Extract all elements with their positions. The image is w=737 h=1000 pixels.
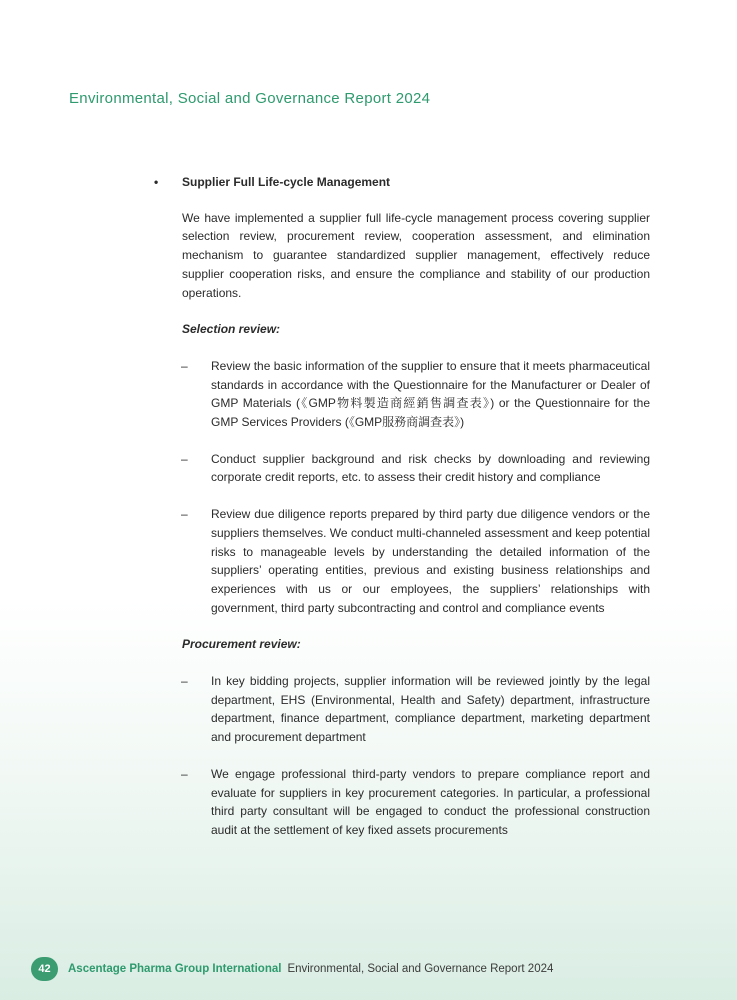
page-number-badge: 42 <box>31 957 58 981</box>
dash-icon: – <box>181 358 188 373</box>
list-item <box>150 765 650 840</box>
footer-company-name: Ascentage Pharma Group International <box>68 963 282 975</box>
section-intro: We have implemented a supplier full life-cycle management process covering supplier selection review, procurement review, cooperation assessment, and elimination mechanism to guarantee standardized supplier management, effectively reduce supplier cooperation risks, and ensure the compliance and stability of our production operations. <box>182 210 650 300</box>
list-item-text: Review due diligence reports prepared by third party due diligence vendors or the suppliers themselves. We conduct multi-channeled assessment and keep potential risks to manageable levels by understanding the detailed information of the suppliers’ operating entities, previous and existing business relationships and experiences with us or our employees, the suppliers’ relationships with government, third party subcontracting and control and compliance events <box>211 507 650 615</box>
page-header-title: Environmental, Social and Governance Report 2024 <box>69 90 431 107</box>
list-item <box>150 672 650 747</box>
page-footer <box>31 957 553 981</box>
selection-review-heading: Selection review: <box>182 322 281 337</box>
list-item-text: Review the basic information of the supplier to ensure that it meets pharmaceutical standards in accordance with the Questionnaire for the Manufacturer or Dealer of GMP Materials (《GMP物料製造商經銷售調查表》) or the Questionnaire for the GMP Services Providers (《GMP服務商調查表》) <box>211 358 650 430</box>
dash-icon: – <box>181 451 188 466</box>
procurement-review-heading: Procurement review: <box>182 637 301 652</box>
list-item <box>150 505 650 617</box>
main-content <box>150 173 650 840</box>
bullet-icon: • <box>154 175 159 189</box>
list-item <box>150 450 650 487</box>
section-heading <box>150 173 650 192</box>
list-item-text: We engage professional third-party vendors to prepare compliance report and evaluate for suppliers in key procurement categories. In particular, a professional third party consultant will be engaged to conduct the professional construction audit at the settlement of key fixed assets procurements <box>211 766 650 837</box>
list-item-text: Conduct supplier background and risk checks by downloading and reviewing corporate credit reports, etc. to assess their credit history and compliance <box>211 451 650 485</box>
section-heading-text: Supplier Full Life-cycle Management <box>182 175 391 189</box>
dash-icon: – <box>181 674 188 689</box>
footer-report-title: Environmental, Social and Governance Report 2024 <box>287 963 554 975</box>
list-item-text: In key bidding projects, supplier information will be reviewed jointly by the legal department, EHS (Environmental, Health and Safety) department, infrastructure department, finance department, compliance department, marketing department and procurement department <box>211 674 650 745</box>
dash-icon: – <box>181 507 188 522</box>
dash-icon: – <box>181 766 188 781</box>
list-item <box>150 357 650 432</box>
